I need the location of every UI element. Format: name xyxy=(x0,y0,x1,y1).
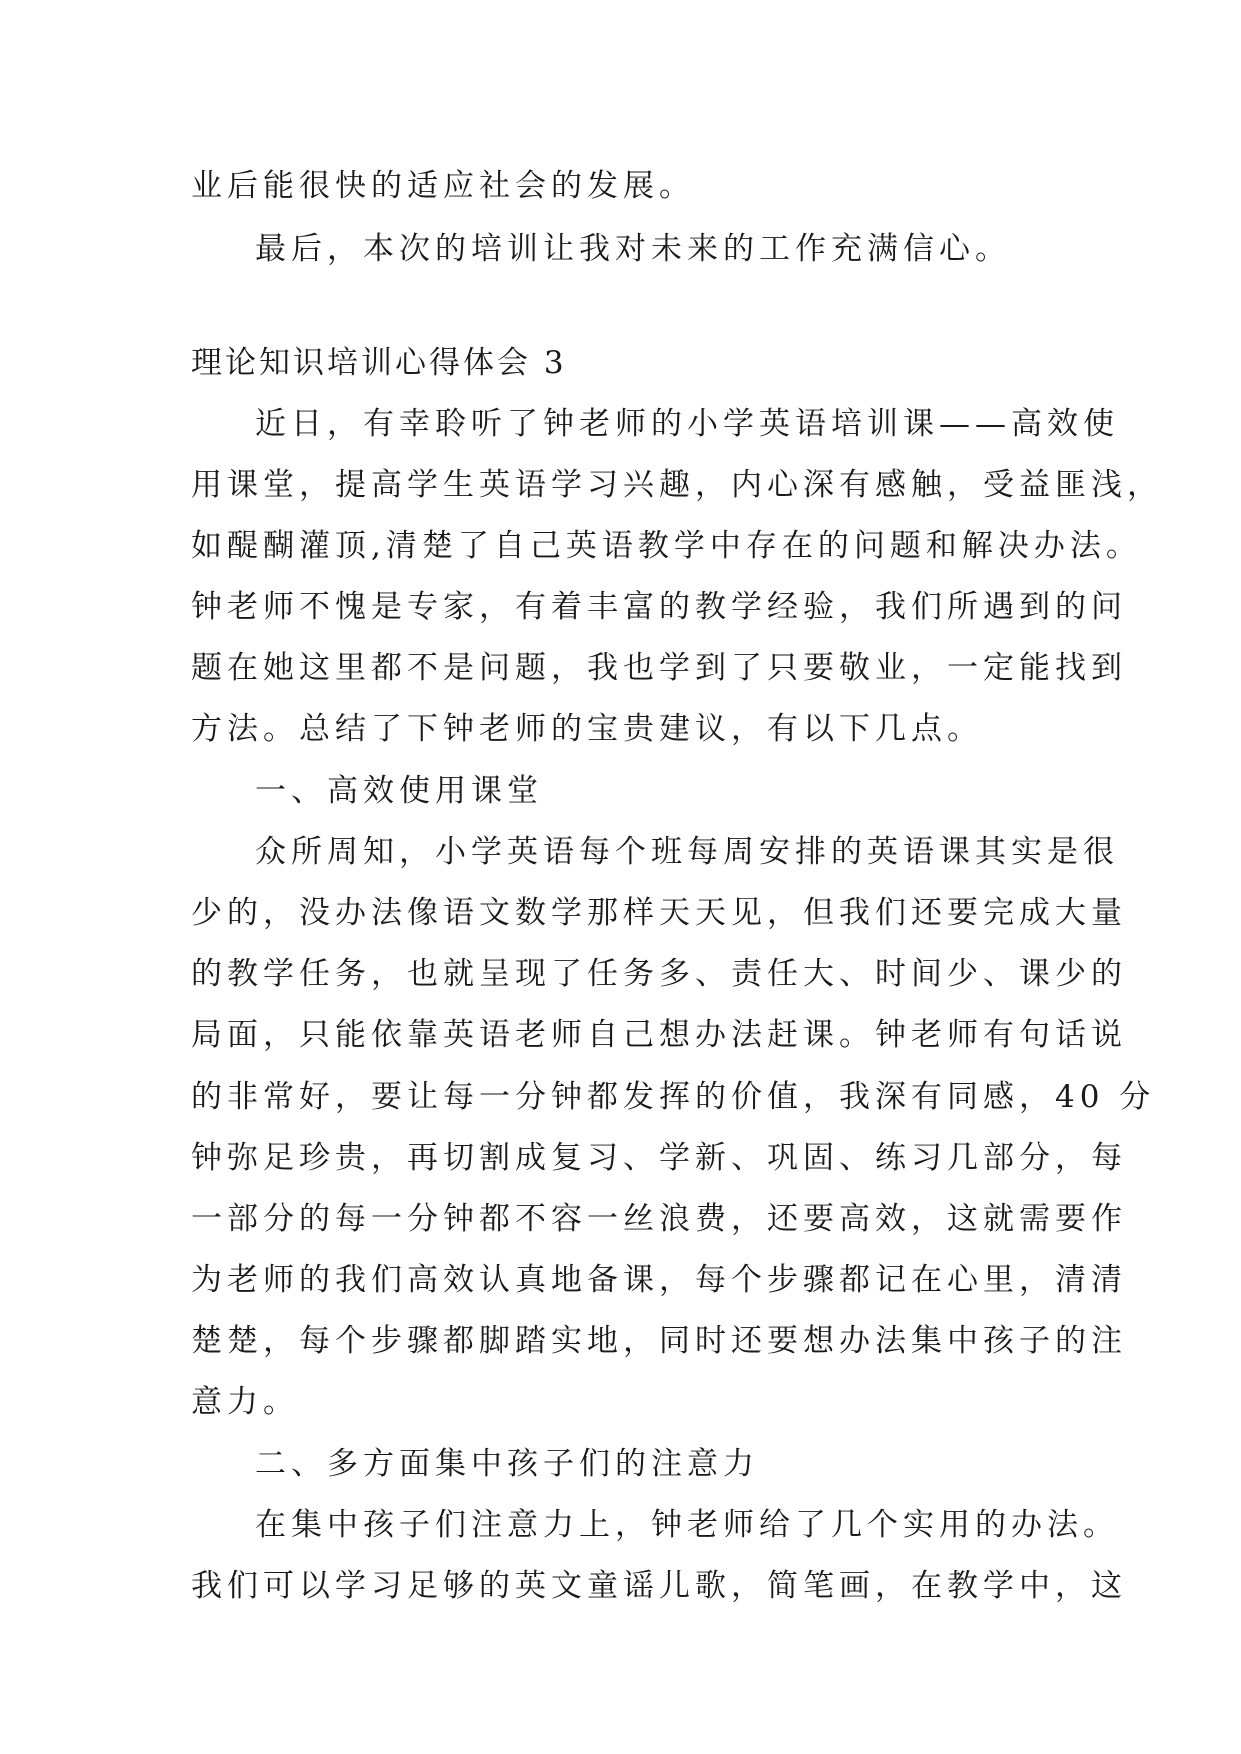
paragraph-line: 的非常好，要让每一分钟都发挥的价值，我深有同感，40 分 xyxy=(191,1079,1156,1115)
paragraph-line: 在集中孩子们注意力上，钟老师给了几个实用的办法。 xyxy=(255,1507,1119,1543)
paragraph-line: 众所周知，小学英语每个班每周安排的英语课其实是很 xyxy=(255,834,1119,870)
paragraph-line: 一部分的每一分钟都不容一丝浪费，还要高效，这就需要作 xyxy=(191,1201,1127,1237)
paragraph-line: 业后能很快的适应社会的发展。 xyxy=(191,168,695,204)
paragraph-line: 用课堂，提高学生英语学习兴趣，内心深有感触，受益匪浅， xyxy=(191,467,1163,503)
paragraph-line: 最后，本次的培训让我对未来的工作充满信心。 xyxy=(255,231,1011,267)
paragraph-line: 钟弥足珍贵，再切割成复习、学新、巩固、练习几部分，每 xyxy=(191,1140,1127,1176)
section-heading: 理论知识培训心得体会 3 xyxy=(191,345,567,381)
paragraph-line: 意力。 xyxy=(191,1384,299,1420)
paragraph-line: 如醍醐灌顶,清楚了自己英语教学中存在的问题和解决办法。 xyxy=(191,528,1142,564)
subheading-line: 一、高效使用课堂 xyxy=(255,773,543,809)
paragraph-line: 局面，只能依靠英语老师自己想办法赶课。钟老师有句话说 xyxy=(191,1017,1127,1053)
paragraph-line: 近日，有幸聆听了钟老师的小学英语培训课——高效使 xyxy=(255,406,1119,442)
paragraph-line: 的教学任务，也就呈现了任务多、责任大、时间少、课少的 xyxy=(191,956,1127,992)
paragraph-line: 为老师的我们高效认真地备课，每个步骤都记在心里，清清 xyxy=(191,1262,1127,1298)
paragraph-line: 方法。总结了下钟老师的宝贵建议，有以下几点。 xyxy=(191,711,983,747)
paragraph-line: 题在她这里都不是问题，我也学到了只要敬业，一定能找到 xyxy=(191,650,1127,686)
paragraph-line: 钟老师不愧是专家，有着丰富的教学经验，我们所遇到的问 xyxy=(191,589,1127,625)
subheading-line: 二、多方面集中孩子们的注意力 xyxy=(255,1446,759,1482)
paragraph-line: 我们可以学习足够的英文童谣儿歌，简笔画，在教学中，这 xyxy=(191,1568,1127,1604)
paragraph-line: 楚楚，每个步骤都脚踏实地，同时还要想办法集中孩子的注 xyxy=(191,1323,1127,1359)
paragraph-line: 少的，没办法像语文数学那样天天见，但我们还要完成大量 xyxy=(191,895,1127,931)
